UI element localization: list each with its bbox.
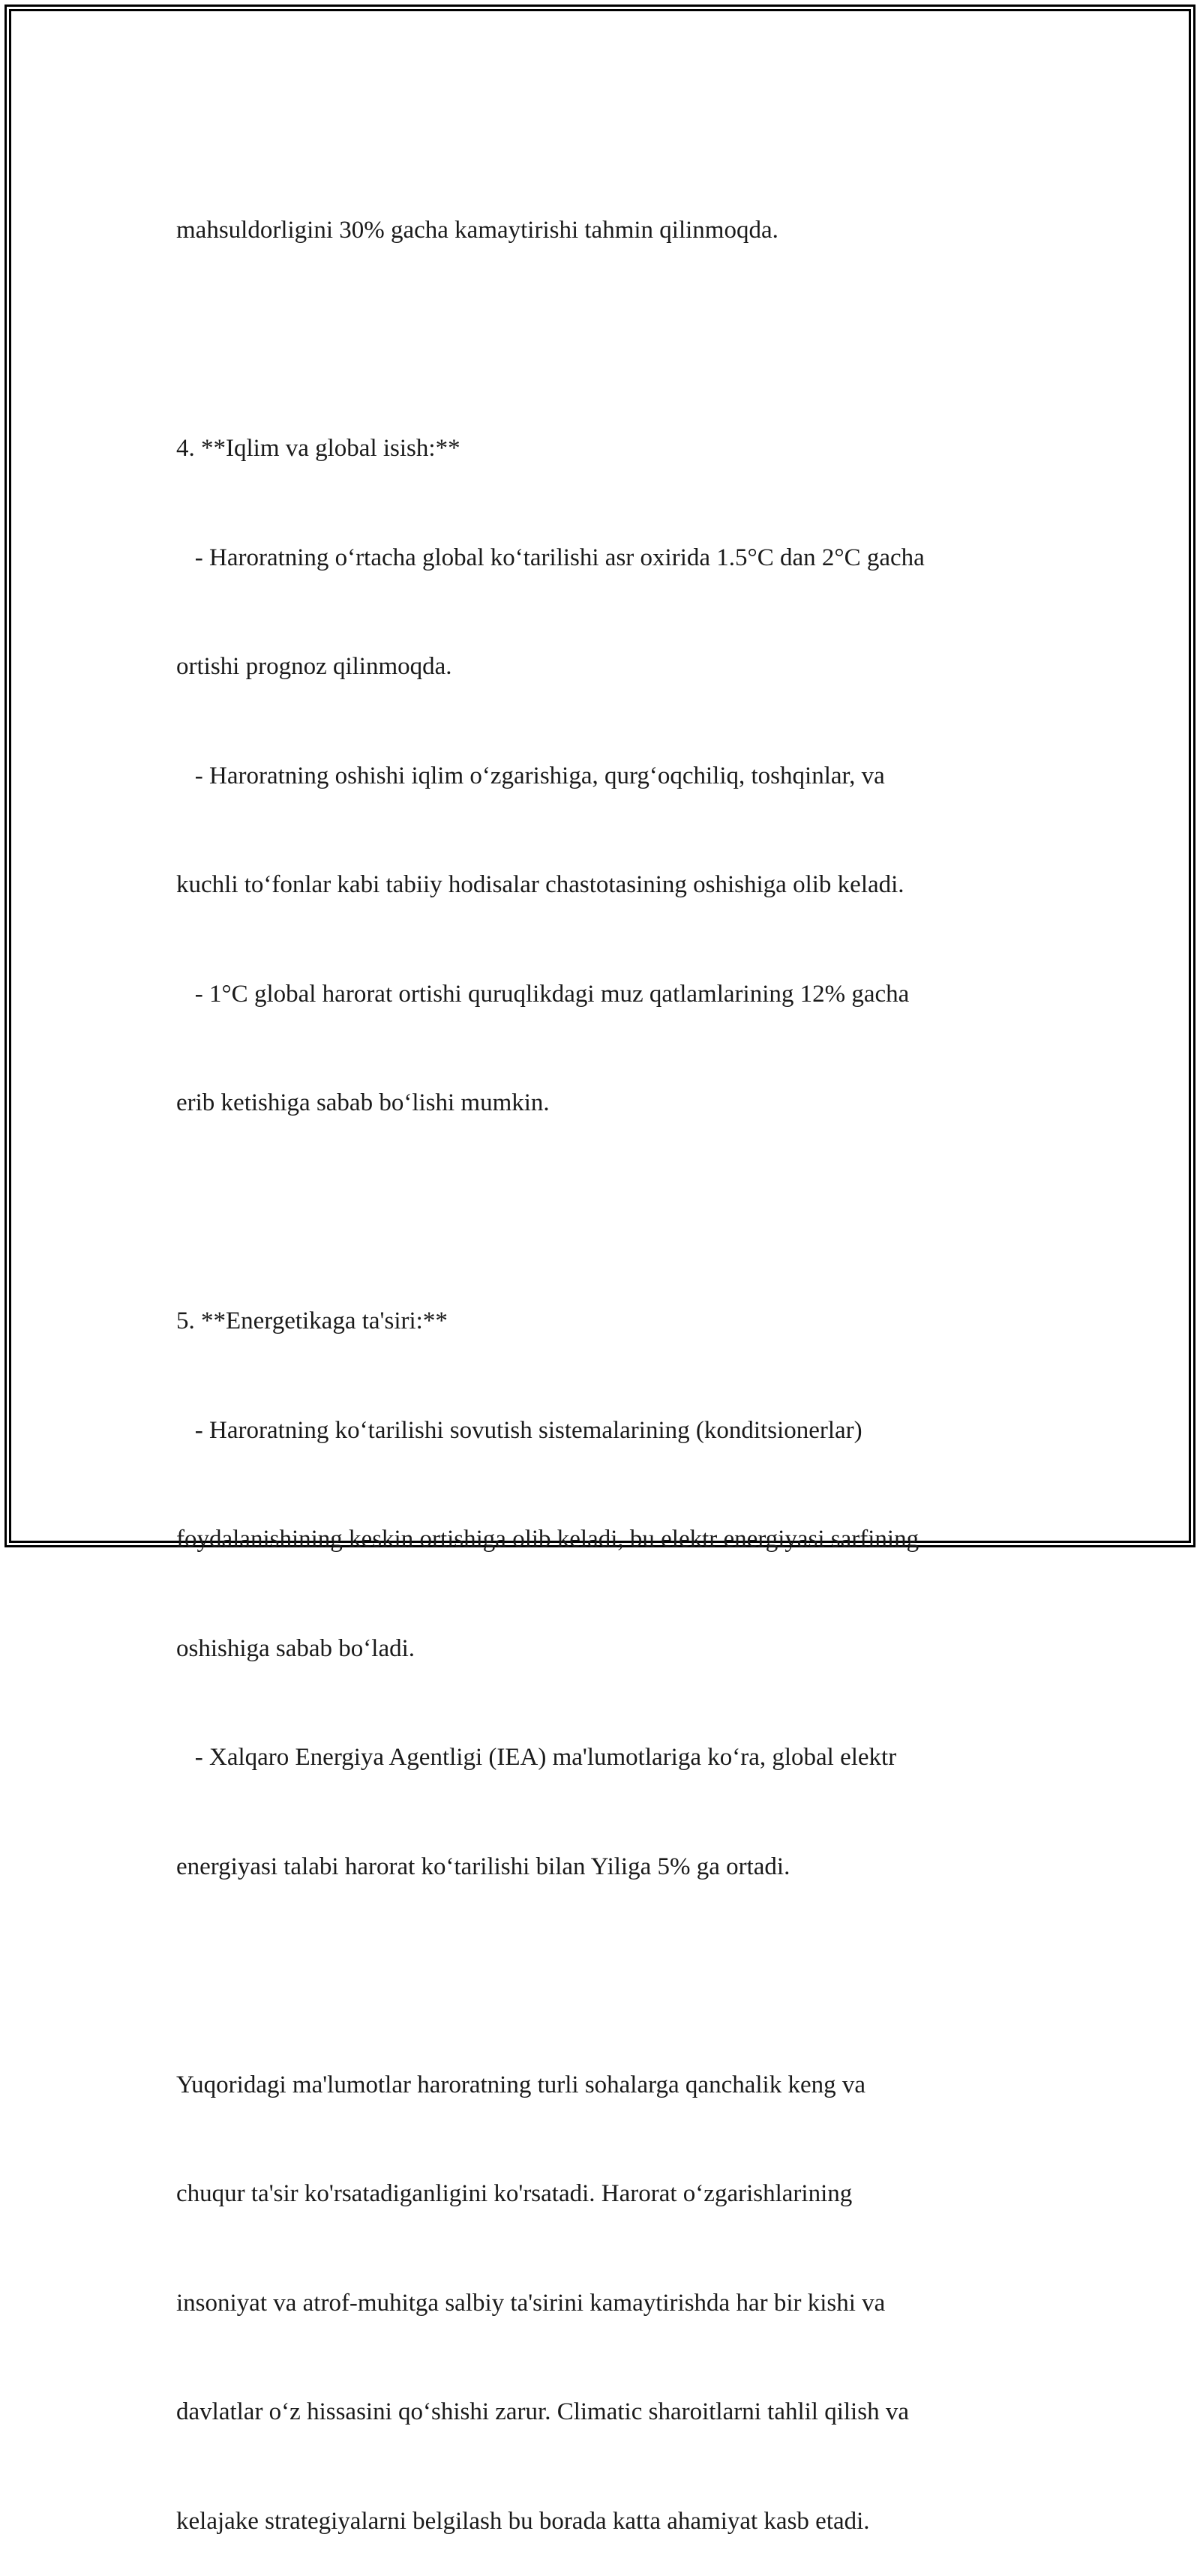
- text-line: mahsuldorligini 30% gacha kamaytirishi tahmin qilinmoqda.: [176, 217, 778, 244]
- blank-line: [176, 1957, 1039, 1994]
- text-line: oshishiga sabab bo‘ladi.: [176, 1634, 416, 1662]
- section-heading: 4. **Iqlim va global isish:**: [176, 435, 460, 462]
- text-line: ortishi prognoz qilinmoqda.: [176, 653, 452, 680]
- document-body: [176, 139, 1039, 2576]
- text-line: foydalanishining keskin ortishiga olib keladi, bu elektr energiyasi sarfining: [176, 1526, 920, 1553]
- text-line: chuqur ta'sir ko'rsatadiganligini ko'rsatadi. Harorat o‘zgarishlarining: [176, 2180, 853, 2207]
- text-line: kuchli to‘fonlar kabi tabiiy hodisalar chastotasining oshishiga olib keladi.: [176, 871, 904, 898]
- text-line: davlatlar o‘z hissasini qo‘shishi zarur. Climatic sharoitlarni tahlil qilish va: [176, 2398, 909, 2425]
- text-line: kelajake strategiyalarni belgilash bu borada katta ahamiyat kasb etadi.: [176, 2507, 870, 2535]
- text-line: - Haroratning ko‘tarilishi sovutish sistemalarining (konditsionerlar): [176, 1416, 862, 1444]
- text-line: - Haroratning oshishi iqlim o‘zgarishiga, qurg‘oqchiliq, toshqinlar, va: [176, 762, 885, 789]
- text-line: energiyasi talabi harorat ko‘tarilishi bilan Yiliga 5% ga ortadi.: [176, 1853, 790, 1880]
- text-line: Yuqoridagi ma'lumotlar haroratning turli sohalarga qanchalik keng va: [176, 2071, 866, 2098]
- text-line: - 1°C global harorat ortishi quruqlikdagi muz qatlamlarining 12% gacha: [176, 980, 910, 1008]
- blank-line: [176, 322, 1039, 358]
- text-line: insoniyat va atrof-muhitga salbiy ta'sirini kamaytirishda har bir kishi va: [176, 2289, 886, 2317]
- text-line: - Haroratning o‘rtacha global ko‘tarilishi asr oxirida 1.5°C dan 2°C gacha: [176, 544, 925, 571]
- section-heading: 5. **Energetikaga ta'siri:**: [176, 1307, 448, 1334]
- blank-line: [176, 1194, 1039, 1231]
- text-line: erib ketishiga sabab bo‘lishi mumkin.: [176, 1089, 550, 1116]
- text-line: - Xalqaro Energiya Agentligi (IEA) ma'lumotlariga ko‘ra, global elektr: [176, 1744, 897, 1771]
